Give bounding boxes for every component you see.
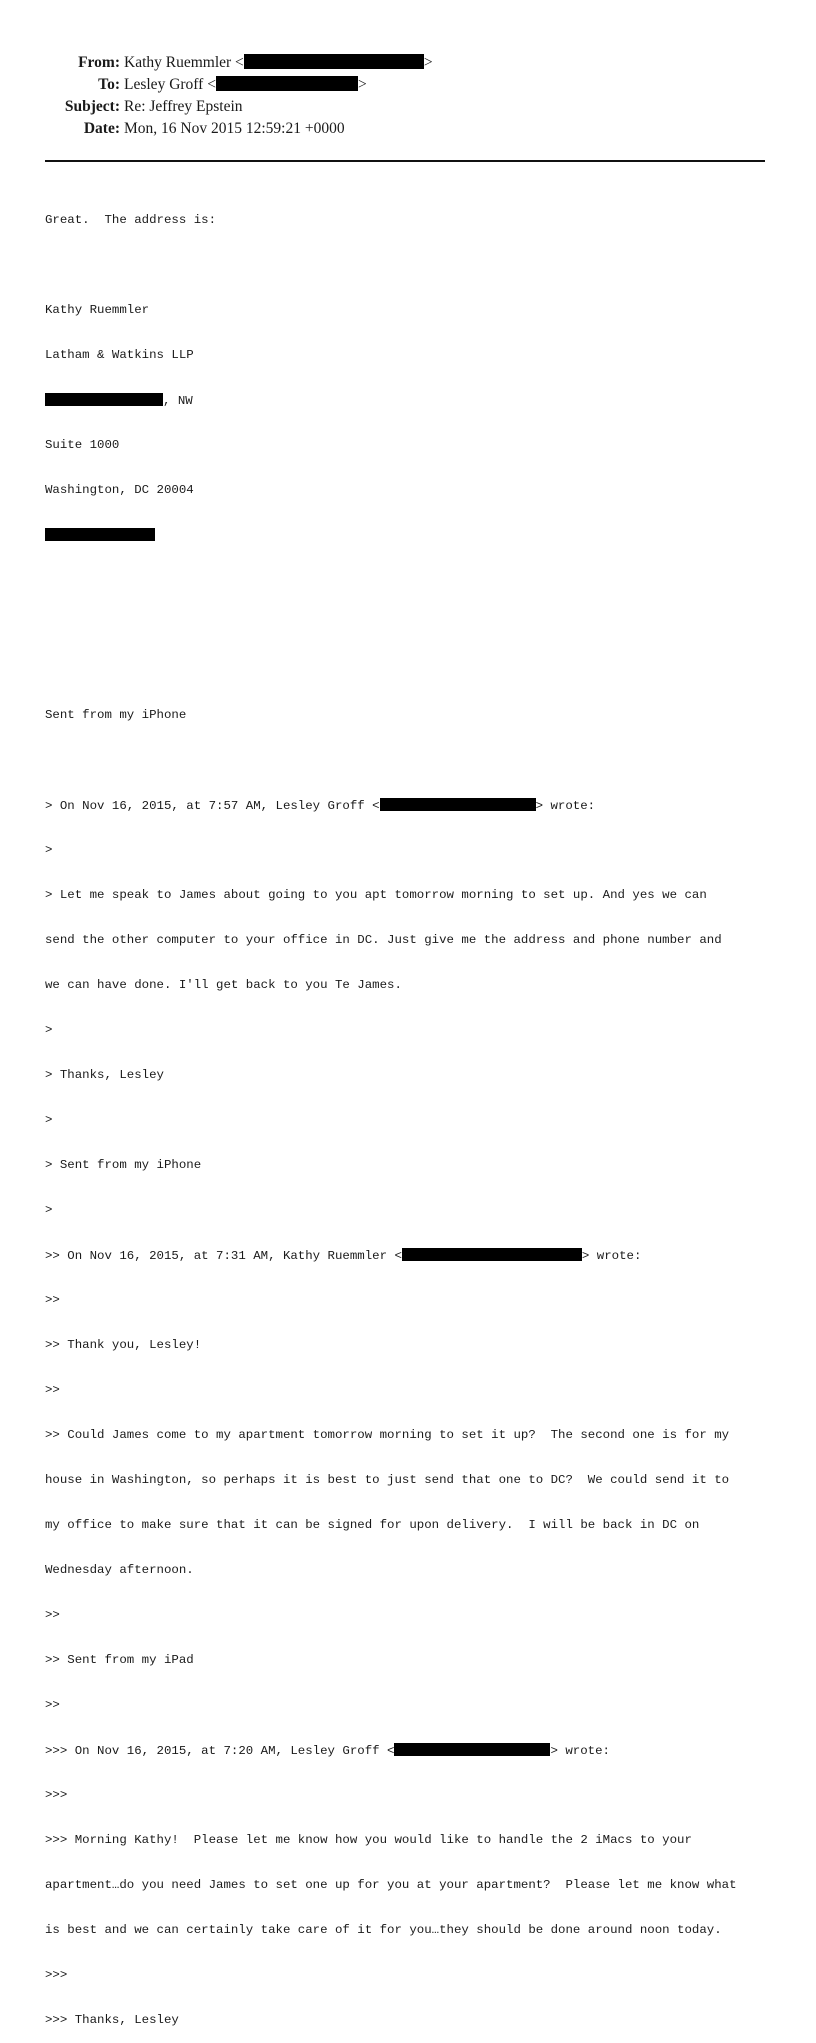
body-line: >> Sent from my iPad bbox=[45, 1653, 194, 1667]
body-line: >> Thank you, Lesley! bbox=[45, 1338, 202, 1352]
to-label: To: bbox=[98, 76, 120, 93]
redaction-bar bbox=[45, 528, 155, 541]
redaction-bar bbox=[216, 76, 358, 91]
from-value bbox=[124, 52, 433, 74]
attribution-text: > On Nov 16, 2015, at 7:57 AM, Lesley Groff < bbox=[45, 799, 380, 813]
quote-line: >> bbox=[45, 1383, 60, 1397]
subject-value: Re: Jeffrey Epstein bbox=[124, 98, 243, 115]
date-value: Mon, 16 Nov 2015 12:59:21 +0000 bbox=[124, 120, 345, 137]
street-suffix: , NW bbox=[163, 394, 193, 408]
quoted-attribution bbox=[45, 1743, 785, 1758]
quote-line: >> bbox=[45, 1293, 60, 1307]
blank-line bbox=[45, 663, 785, 678]
to-value bbox=[124, 74, 367, 96]
from-label: From: bbox=[78, 54, 120, 71]
body-line: > Let me speak to James about going to you apt tomorrow morning to set up. And yes we can bbox=[45, 888, 707, 902]
quote-line: >> bbox=[45, 1608, 60, 1622]
from-close: > bbox=[423, 54, 433, 71]
quote-line: > bbox=[45, 1023, 53, 1037]
header-date bbox=[0, 118, 816, 140]
body-line: house in Washington, so perhaps it is best to just send that one to DC? We could send it to bbox=[45, 1473, 730, 1487]
quote-line: >>> bbox=[45, 1788, 68, 1802]
quoted-attribution bbox=[45, 1248, 785, 1263]
quote-line: > bbox=[45, 1203, 53, 1217]
to-name: Lesley Groff < bbox=[124, 76, 216, 93]
header-divider bbox=[45, 160, 765, 162]
body-line: Washington, DC 20004 bbox=[45, 483, 194, 497]
body-line: >>> Morning Kathy! Please let me know how you would like to handle the 2 iMacs to your bbox=[45, 1833, 692, 1847]
redaction-bar bbox=[402, 1248, 582, 1261]
subject-label: Subject: bbox=[64, 98, 120, 115]
blank-line bbox=[45, 573, 785, 588]
attribution-text: >> On Nov 16, 2015, at 7:31 AM, Kathy Ruemmler < bbox=[45, 1249, 402, 1263]
body-line: Great. The address is: bbox=[45, 213, 217, 227]
body-line: >>> Thanks, Lesley bbox=[45, 2013, 179, 2027]
from-name: Kathy Ruemmler < bbox=[124, 54, 244, 71]
quote-line: > bbox=[45, 843, 53, 857]
body-line: apartment…do you need James to set one up for you at your apartment? Please let me know what bbox=[45, 1878, 737, 1892]
header-from bbox=[0, 52, 816, 74]
body-line: my office to make sure that it can be signed for upon delivery. I will be back in DC on bbox=[45, 1518, 700, 1532]
attribution-end: > wrote: bbox=[535, 799, 596, 813]
quote-line: >>> bbox=[45, 1968, 68, 1982]
body-line: > Sent from my iPhone bbox=[45, 1158, 202, 1172]
redaction-bar bbox=[380, 798, 536, 811]
quote-line: >> bbox=[45, 1698, 60, 1712]
blank-line bbox=[45, 258, 785, 273]
attribution-end: > wrote: bbox=[581, 1249, 642, 1263]
body-line: is best and we can certainly take care of it for you…they should be done around noon today. bbox=[45, 1923, 722, 1937]
redaction-bar bbox=[394, 1743, 550, 1756]
quoted-attribution bbox=[45, 798, 785, 813]
header-subject bbox=[0, 96, 816, 118]
blank-line bbox=[45, 618, 785, 633]
to-close: > bbox=[357, 76, 367, 93]
body-line: > Thanks, Lesley bbox=[45, 1068, 164, 1082]
body-line: we can have done. I'll get back to you Te James. bbox=[45, 978, 402, 992]
header-to bbox=[0, 74, 816, 96]
body-line: Kathy Ruemmler bbox=[45, 303, 150, 317]
body-line: Latham & Watkins LLP bbox=[45, 348, 194, 362]
quote-line: > bbox=[45, 1113, 53, 1127]
attribution-end: > wrote: bbox=[550, 1744, 610, 1758]
redaction-bar bbox=[45, 393, 163, 406]
address-street-line bbox=[45, 393, 785, 408]
body-line: Sent from my iPhone bbox=[45, 708, 187, 722]
redaction-bar bbox=[244, 54, 424, 69]
body-line: Wednesday afternoon. bbox=[45, 1563, 194, 1577]
attribution-text: >>> On Nov 16, 2015, at 7:20 AM, Lesley Groff < bbox=[45, 1744, 395, 1758]
blank-line bbox=[45, 753, 785, 768]
phone-line bbox=[45, 528, 785, 543]
body-line: >> Could James come to my apartment tomorrow morning to set it up? The second one is for my bbox=[45, 1428, 730, 1442]
date-label: Date: bbox=[83, 120, 120, 137]
body-line: Suite 1000 bbox=[45, 438, 120, 452]
body-line: send the other computer to your office in DC. Just give me the address and phone number and bbox=[45, 933, 722, 947]
email-body bbox=[45, 183, 785, 2043]
